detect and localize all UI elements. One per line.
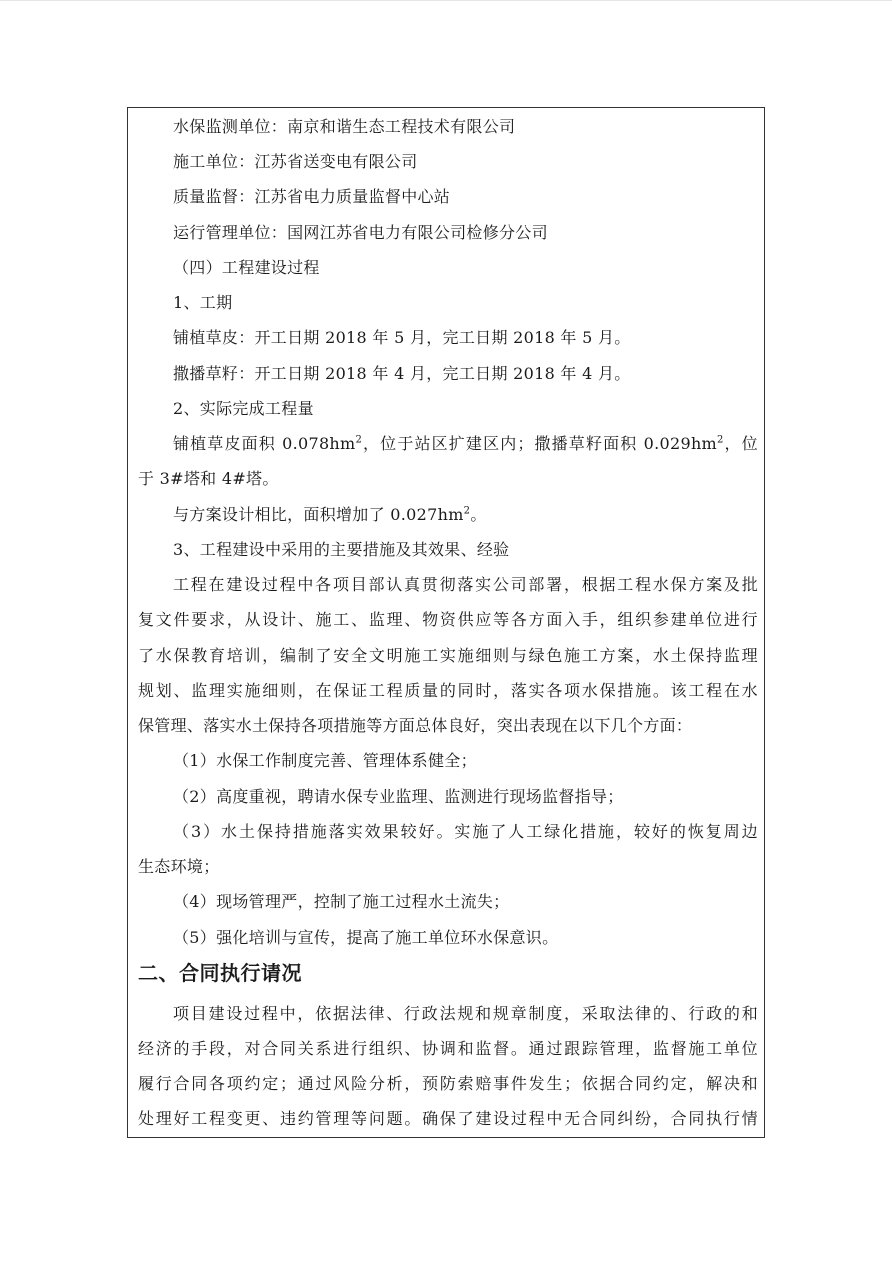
grass-seeding-dates: 撒播草籽：开工日期 2018 年 4 月，完工日期 2018 年 4 月。 [173, 364, 631, 383]
subheading-quantities: 2、实际完成工程量 [173, 399, 314, 418]
measures-paragraph-line-3: 了水保教育培训，编制了安全文明施工实施细则与绿色施工方案，水土保持监理 [138, 646, 758, 665]
superscript-2: 2 [355, 434, 363, 446]
superscript-2: 2 [717, 434, 724, 446]
subheading-duration: 1、工期 [173, 293, 233, 312]
quantity-paragraph-line-2: 于 3#塔和 4#塔。 [138, 469, 279, 488]
list-item-1: （1）水保工作制度完善、管理体系健全； [173, 751, 477, 770]
list-item-2: （2）高度重视，聘请水保专业监理、监测进行现场监督指导； [173, 787, 624, 806]
construction-unit-line: 施工单位：江苏省送变电有限公司 [173, 152, 418, 171]
quantity-text-c: ，位 [723, 434, 758, 453]
quantity-text-a: 铺植草皮面积 0.078hm [173, 434, 356, 453]
quantity-text-b: ，位于站区扩建区内；撒播草籽面积 0.029hm [362, 434, 718, 453]
list-item-4: （4）现场管理严，控制了施工过程水土流失； [173, 892, 510, 911]
list-item-3-line-2: 生态环境； [138, 857, 220, 876]
section-heading-construction-process: （四）工程建设过程 [173, 258, 320, 277]
list-item-3-line-1: （3）水土保持措施落实效果较好。实施了人工绿化措施，较好的恢复周边 [173, 822, 758, 841]
measures-paragraph-line-5: 保管理、落实水土保持各项措施等方面总体良好，突出表现在以下几个方面： [138, 716, 693, 735]
contract-paragraph-line-1: 项目建设过程中，依据法律、行政法规和规章制度，采取法律的、行政的和 [173, 1004, 758, 1023]
comparison-text: 与方案设计相比，面积增加了 0.027hm [173, 505, 464, 524]
document-table-frame [127, 107, 765, 1138]
superscript-2: 2 [463, 505, 471, 517]
monitoring-unit-line: 水保监测单位：南京和谐生态工程技术有限公司 [173, 117, 516, 136]
quality-supervision-line: 质量监督：江苏省电力质量监督中心站 [173, 187, 451, 206]
quantity-paragraph-line-1 [173, 434, 758, 454]
measures-paragraph-line-2: 复文件要求，从设计、施工、监理、物资供应等各方面入手，组织参建单位进行 [138, 610, 758, 629]
contract-paragraph-line-4: 处理好工程变更、违约管理等问题。确保了建设过程中无合同纠纷，合同执行情 [138, 1109, 758, 1128]
contract-paragraph-line-3: 履行合同各项约定；通过风险分析，预防索赔事件发生；依据合同约定，解决和 [138, 1074, 758, 1093]
subheading-measures: 3、工程建设中采用的主要措施及其效果、经验 [173, 540, 510, 559]
measures-paragraph-line-1: 工程在建设过程中各项目部认真贯彻落实公司部署，根据工程水保方案及批 [173, 575, 758, 594]
section-heading-contract-execution: 二、合同执行请况 [138, 961, 302, 985]
comparison-period: 。 [470, 505, 487, 524]
contract-paragraph-line-2: 经济的手段，对合同关系进行组织、协调和监督。通过跟踪管理，监督施工单位 [138, 1039, 758, 1058]
measures-paragraph-line-4: 规划、监理实施细则，在保证工程质量的同时，落实各项水保措施。该工程在水 [138, 681, 758, 700]
operation-management-line: 运行管理单位：国网江苏省电力有限公司检修分公司 [173, 223, 548, 242]
list-item-5: （5）强化培训与宣传，提高了施工单位环水保意识。 [173, 928, 559, 947]
turf-laying-dates: 铺植草皮：开工日期 2018 年 5 月，完工日期 2018 年 5 月。 [173, 328, 631, 347]
area-comparison-line [173, 505, 487, 525]
